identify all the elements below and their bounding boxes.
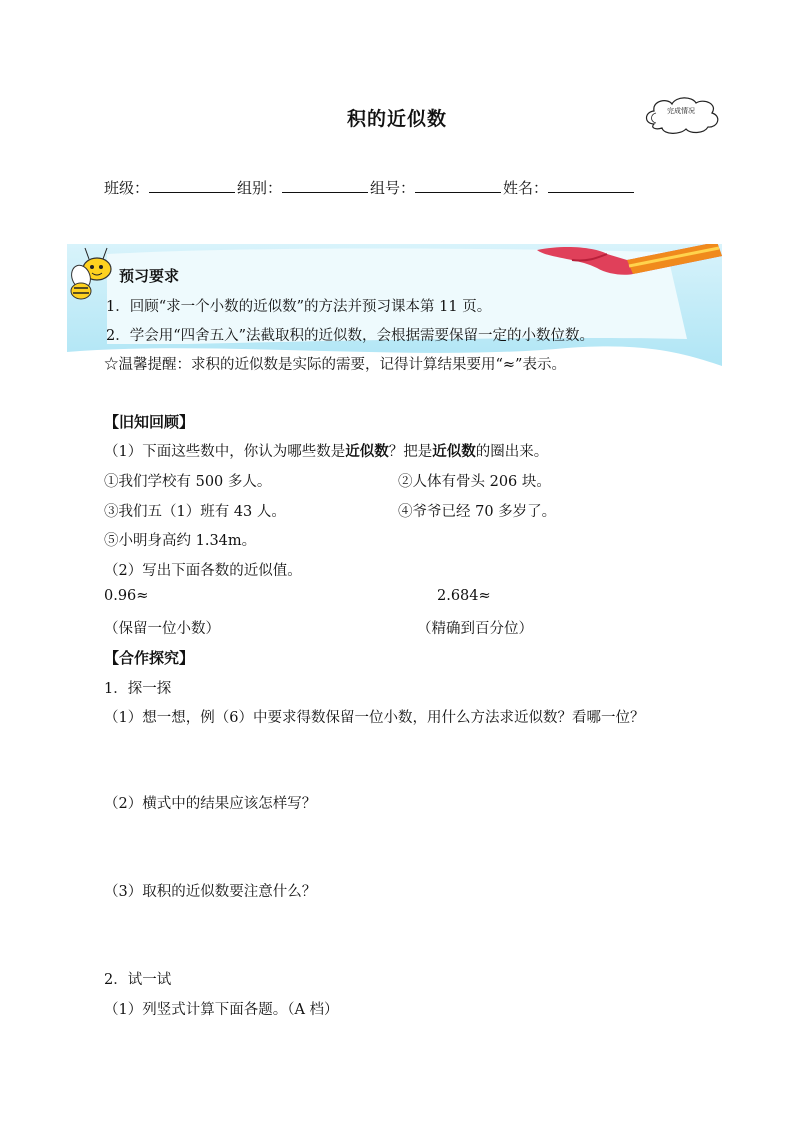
group-label: 组别： [237,179,283,197]
explore-question-4: （1）列竖式计算下面各题。（A 档） [104,1002,339,1018]
preview-item-1: 1．回顾“求一个小数的近似数”的方法并预习课本第 11 页。 [106,299,492,315]
exercise-2-note: （精确到百分位） [417,621,533,637]
explore-header: 【合作探究】 [104,649,195,667]
keyword-approx-2: 近似数 [432,444,476,460]
statement-4[interactable]: ④爷爷已经 70 多岁了。 [398,504,557,520]
group-number-blank[interactable] [415,178,501,193]
name-label: 姓名： [503,179,549,197]
student-info-line [104,177,636,198]
explore-section-1: 1．探一探 [104,681,172,697]
explore-question-2: （2）横式中的结果应该怎样写？ [104,796,317,812]
exercise-1-note: （保留一位小数） [104,621,220,637]
group-number-label: 组号： [370,179,416,197]
preview-item-2: 2．学会用“四舍五入”法截取积的近似数，会根据需要保留一定的小数位数。 [106,328,595,344]
exercise-2: 2.684≈ [437,588,491,604]
review-question-2: （2）写出下面各数的近似值。 [104,563,302,579]
review-header: 【旧知回顾】 [104,413,195,431]
statement-3[interactable]: ③我们五（1）班有 43 人。 [104,504,286,520]
review-question-1: （1）下面这些数中，你认为哪些数是近似数？把是近似数的圈出来。 [104,444,549,460]
explore-question-1: （1）想一想，例（6）中要求得数保留一位小数，用什么方法求近似数？看哪一位？ [104,710,645,726]
class-label: 班级： [104,179,150,197]
keyword-approx-1: 近似数 [345,444,389,460]
group-blank[interactable] [282,178,368,193]
completion-label: 完成情况 [667,107,695,115]
explore-section-2: 2．试一试 [104,972,172,988]
statement-2[interactable]: ②人体有骨头 206 块。 [398,474,551,490]
statement-5[interactable]: ⑤小明身高约 1.34m。 [104,533,257,549]
page-title: 积的近似数 [346,108,447,130]
explore-question-3: （3）取积的近似数要注意什么？ [104,884,317,900]
preview-tip: ☆温馨提醒：求积的近似数是实际的需要，记得计算结果要用“≈”表示。 [104,357,566,373]
preview-title: 预习要求 [119,267,180,285]
statement-1[interactable]: ①我们学校有 500 多人。 [104,474,272,490]
class-blank[interactable] [149,178,235,193]
exercise-1: 0.96≈ [104,588,149,604]
name-blank[interactable] [548,178,634,193]
